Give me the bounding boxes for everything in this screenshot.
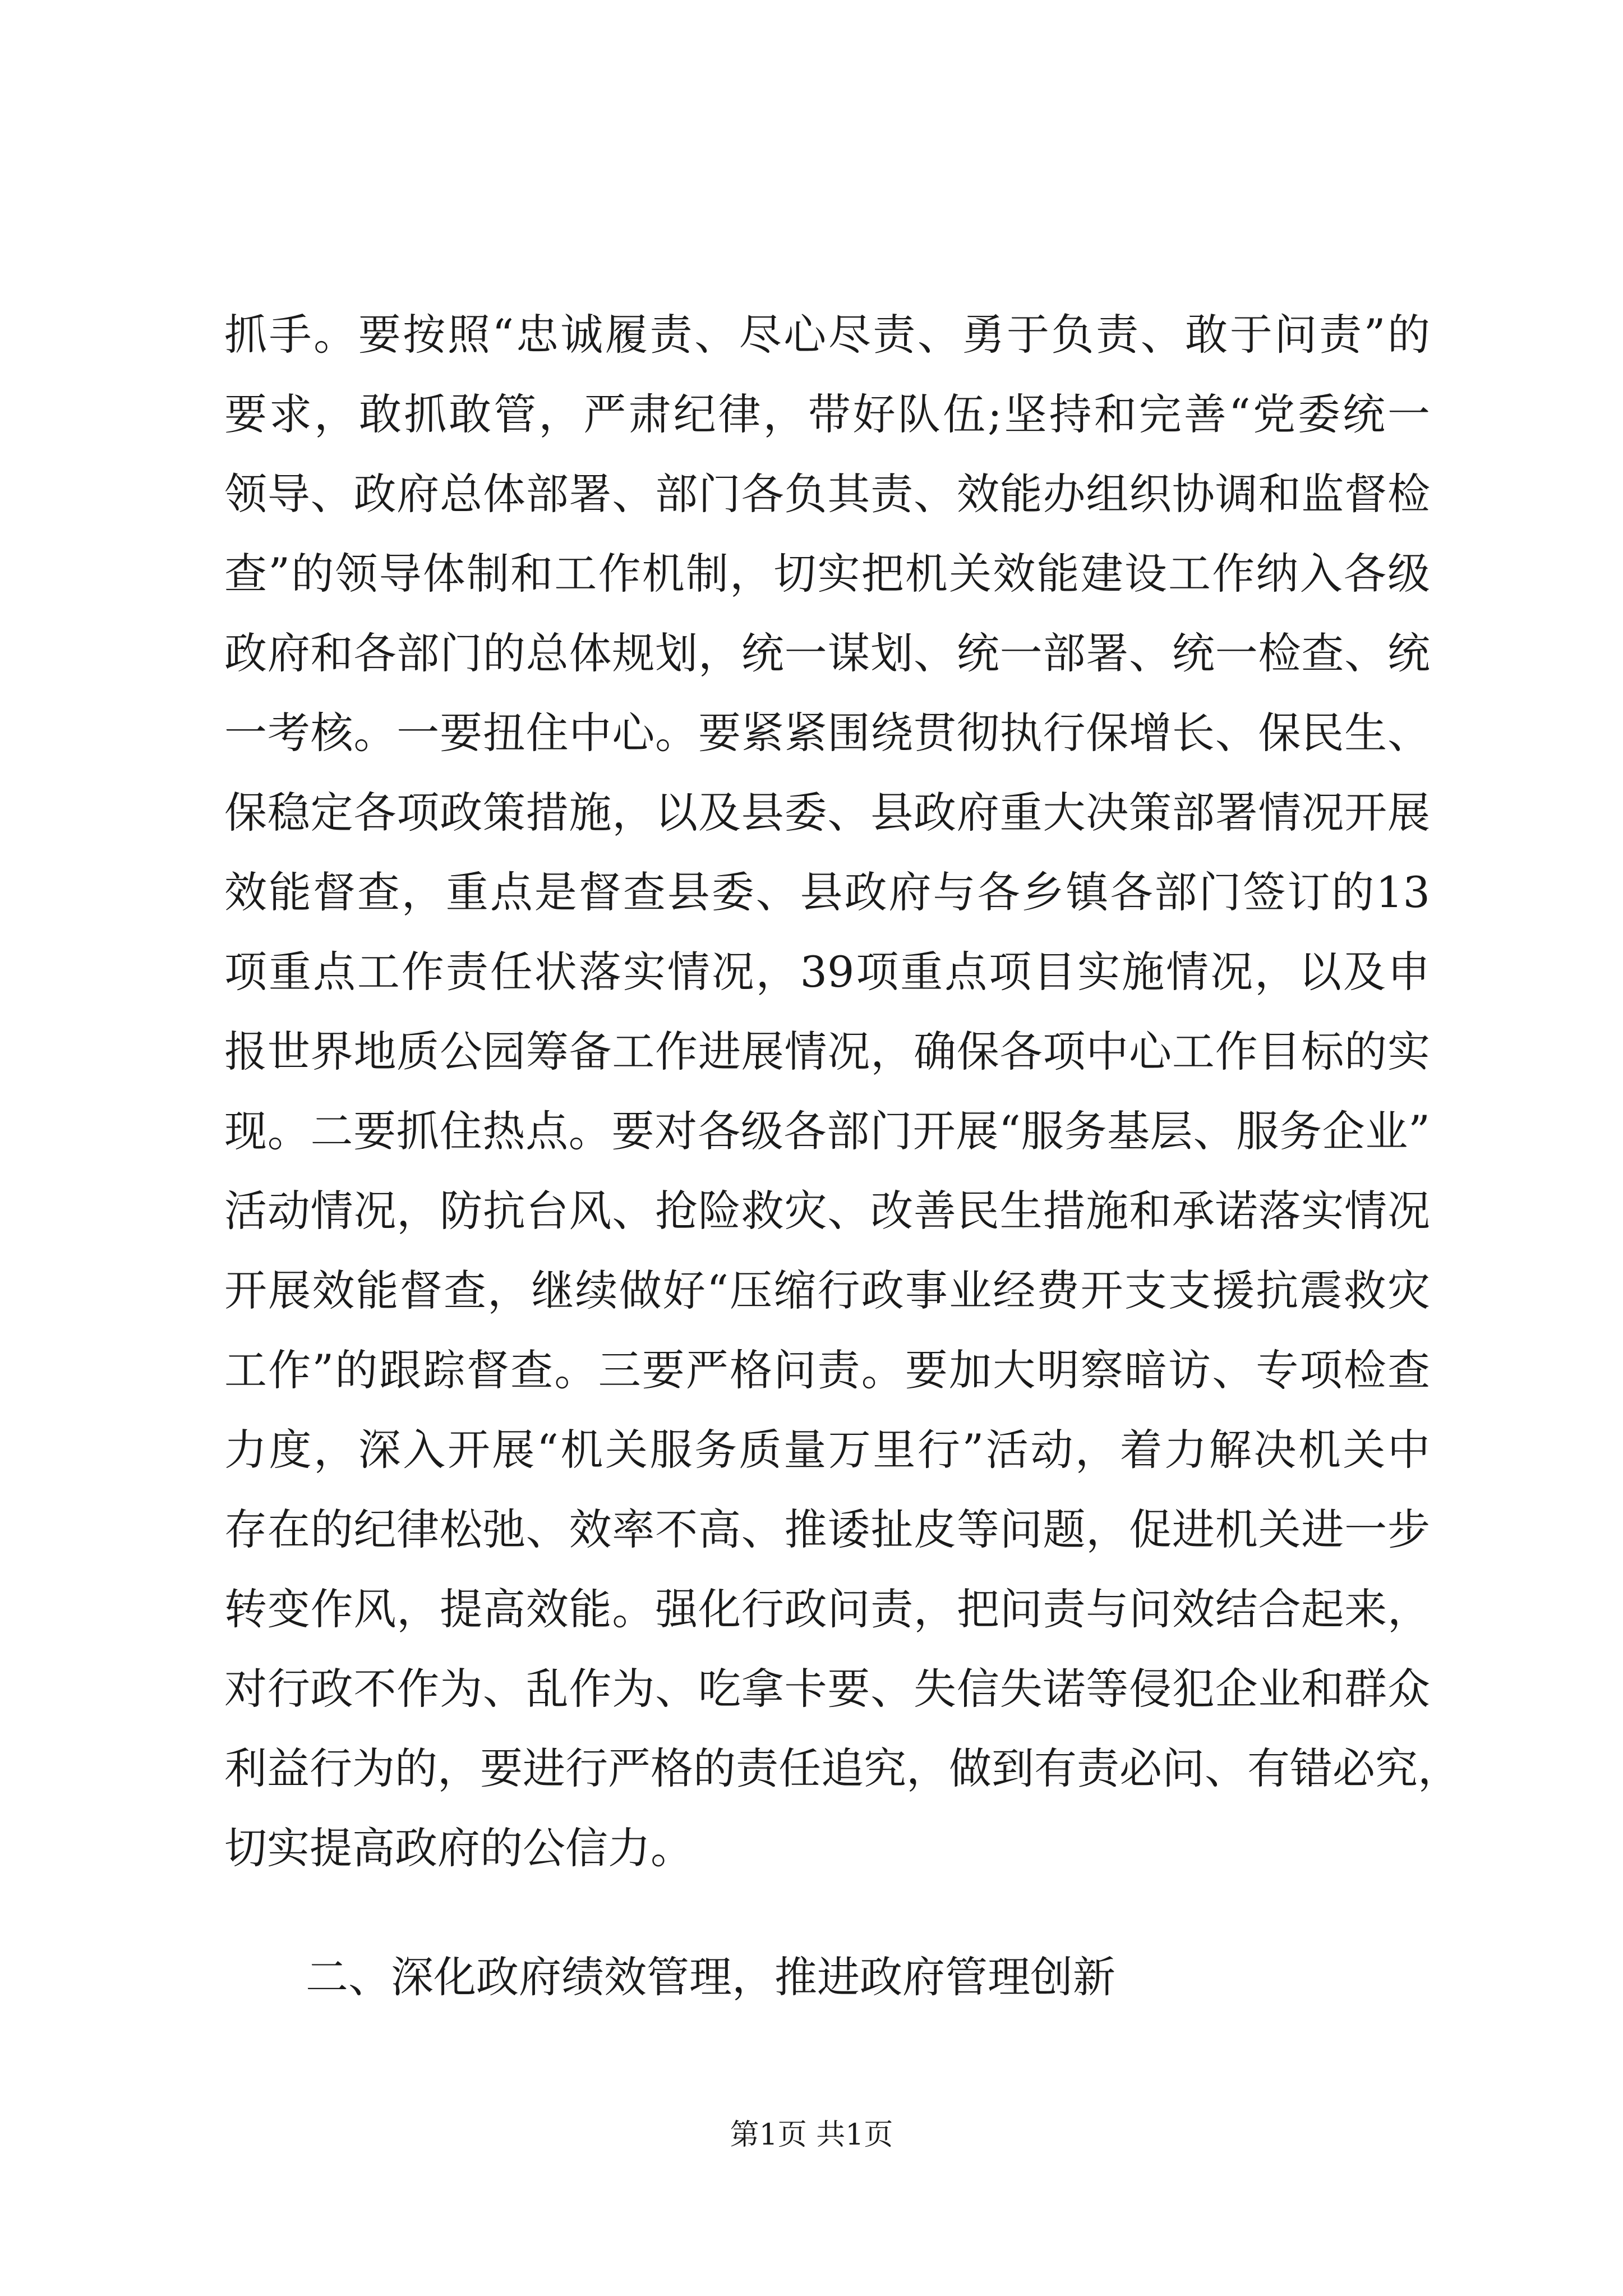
text-line: 政府和各部门的总体规划，统一谋划、统一部署、统一检查、统 [224,628,1430,678]
text-line: 现。二要抓住热点。要对各级各部门开展“服务基层、服务企业” [224,1106,1430,1156]
text-line: 要求，敢抓敢管，严肃纪律，带好队伍;坚持和完善“党委统一 [224,389,1430,439]
text-line: 存在的纪律松弛、效率不高、推诿扯皮等问题，促进机关进一步 [224,1504,1430,1554]
section-heading: 二、深化政府绩效管理，推进政府管理创新 [306,1952,1115,2002]
text-line: 转变作风，提高效能。强化行政问责，把问责与问效结合起来， [224,1584,1430,1634]
text-line: 领导、政府总体部署、部门各负其责、效能办组织协调和监督检 [224,469,1430,519]
text-line: 查”的领导体制和工作机制，切实把机关效能建设工作纳入各级 [224,549,1430,599]
text-line: 效能督查，重点是督查县委、县政府与各乡镇各部门签订的13 [224,867,1430,917]
text-line: 抓手。要按照“忠诚履责、尽心尽责、勇于负责、敢于问责”的 [224,310,1430,360]
text-line: 对行政不作为、乱作为、吃拿卡要、失信失诺等侵犯企业和群众 [224,1664,1430,1714]
text-line: 活动情况，防抗台风、抢险救灾、改善民生措施和承诺落实情况 [224,1186,1430,1236]
text-line: 开展效能督查，继续做好“压缩行政事业经费开支支援抗震救灾 [224,1266,1430,1315]
text-line: 保稳定各项政策措施，以及县委、县政府重大决策部署情况开展 [224,788,1430,838]
text-line: 工作”的跟踪督查。三要严格问责。要加大明察暗访、专项检查 [224,1345,1430,1395]
text-line: 力度，深入开展“机关服务质量万里行”活动，着力解决机关中 [224,1425,1430,1475]
page-footer: 第1页 共1页 [730,2118,893,2152]
text-line: 项重点工作责任状落实情况，39项重点项目实施情况，以及申 [224,947,1430,997]
body-paragraph [224,302,1460,1895]
text-line: 报世界地质公园筹备工作进展情况，确保各项中心工作目标的实 [224,1027,1430,1076]
text-line: 切实提高政府的公信力。 [224,1823,693,1873]
text-line: 一考核。一要扭住中心。要紧紧围绕贯彻执行保增长、保民生、 [224,708,1430,758]
text-line: 利益行为的，要进行严格的责任追究，做到有责必问、有错必究， [224,1743,1460,1793]
